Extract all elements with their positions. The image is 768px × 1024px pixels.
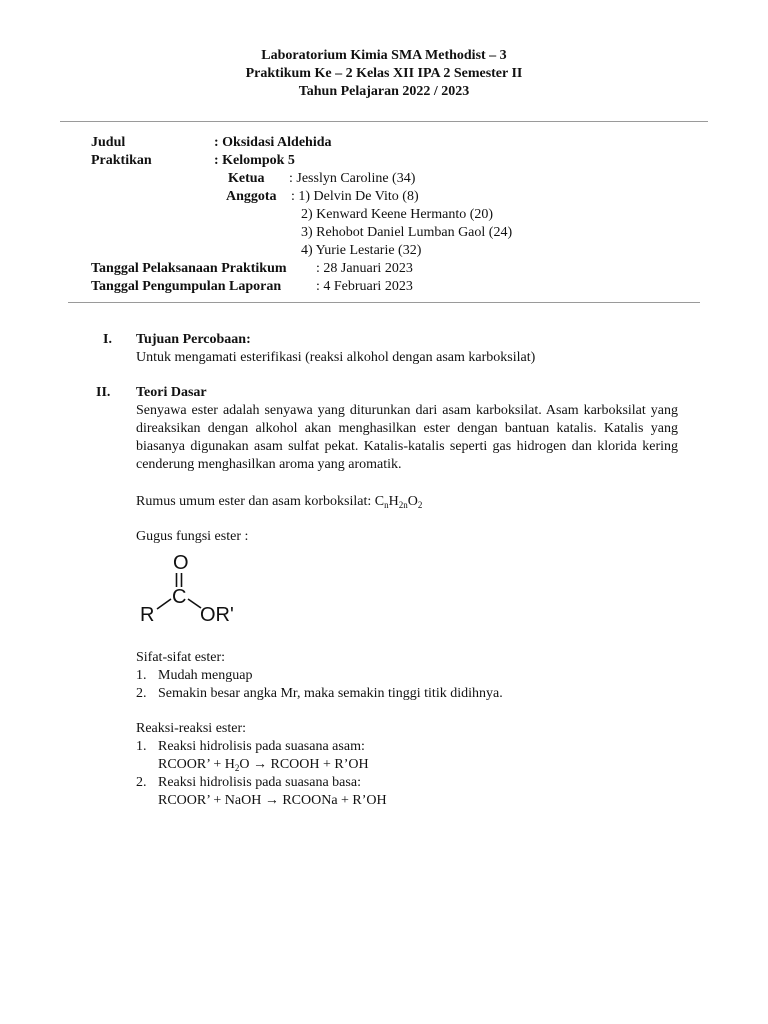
anggota-row-4 bbox=[91, 242, 691, 260]
anggota-row bbox=[91, 188, 691, 206]
gugus-label: Gugus fungsi ester : bbox=[136, 529, 249, 544]
structure-carbon: C bbox=[172, 586, 187, 608]
sifat-section bbox=[136, 649, 696, 703]
list-number: 2. bbox=[136, 775, 147, 790]
formula-label: Rumus umum ester dan asam korboksilat: bbox=[136, 494, 375, 509]
judul-value: : Oksidasi Aldehida bbox=[214, 135, 332, 150]
reaksi-asam-equation bbox=[158, 756, 696, 774]
eq-part: RCOOH + R’OH bbox=[267, 757, 369, 772]
tanggal-pelaksanaan-value: : 28 Januari 2023 bbox=[316, 261, 413, 276]
anggota-member: 4) Yurie Lestarie (32) bbox=[301, 243, 422, 258]
header-year: Tahun Pelajaran 2022 / 2023 bbox=[298, 84, 470, 99]
praktikan-row bbox=[91, 152, 691, 170]
reaksi-title: Reaksi-reaksi ester: bbox=[136, 721, 247, 736]
eq-part: O bbox=[239, 757, 253, 772]
header-praktikum: Praktikum Ke – 2 Kelas XII IPA 2 Semester II bbox=[245, 66, 523, 81]
judul-row bbox=[91, 134, 691, 152]
single-bond-line bbox=[157, 599, 171, 609]
eq-subscript: 2 bbox=[234, 763, 240, 773]
formula-sub-2: 2 bbox=[417, 500, 423, 510]
sifat-title: Sifat-sifat ester: bbox=[136, 650, 226, 665]
report-info bbox=[91, 134, 691, 296]
list-text: Semakin besar angka Mr, maka semakin tinggi titik didihnya. bbox=[158, 686, 503, 701]
section-number: I. bbox=[103, 332, 112, 347]
anggota-row-3 bbox=[91, 224, 691, 242]
tanggal-pelaksanaan-row bbox=[91, 260, 691, 278]
tanggal-pelaksanaan-label: Tanggal Pelaksanaan Praktikum bbox=[91, 261, 287, 276]
judul-label: Judul bbox=[91, 135, 126, 150]
reaksi-basa-title: Reaksi hidrolisis pada suasana basa: bbox=[158, 775, 361, 790]
formula-h: H bbox=[388, 494, 399, 509]
reaksi-section bbox=[136, 720, 696, 810]
anggota-row-2 bbox=[91, 206, 691, 224]
list-item bbox=[136, 738, 696, 774]
ester-structure-diagram bbox=[136, 551, 246, 631]
tujuan-text: Untuk mengamati esterifikasi (reaksi alkohol dengan asam karboksilat) bbox=[136, 350, 536, 365]
list-item bbox=[136, 774, 696, 810]
document-header bbox=[0, 47, 768, 101]
teori-paragraph: Senyawa ester adalah senyawa yang diturunkan dari asam karboksilat. Asam karboksilat yang direaksikan dengan alkohol akan menghasilkan ester dengan bantuan katalis. Katalis yang biasanya digunakan asam sulfat pekat. Katalis-katalis seperti gas hidrogen dan klorida kering cenderung menghasilkan aroma yang aromatik. bbox=[136, 403, 678, 472]
header-lab-name: Laboratorium Kimia SMA Methodist – 3 bbox=[261, 48, 507, 63]
formula-c: C bbox=[374, 494, 385, 509]
formula-o: O bbox=[407, 494, 418, 509]
header-divider bbox=[60, 121, 708, 122]
formula-sub-2n: 2n bbox=[398, 500, 408, 510]
formula-line bbox=[136, 493, 422, 511]
anggota-value: : 1) Delvin De Vito (8) bbox=[291, 189, 419, 204]
anggota-member: 2) Kenward Keene Hermanto (20) bbox=[301, 207, 494, 222]
structure-oxygen: O bbox=[173, 552, 189, 574]
eq-part: RCOOR’ + H bbox=[158, 757, 235, 772]
structure-r: R bbox=[140, 604, 155, 626]
ketua-label: Ketua bbox=[228, 171, 265, 186]
list-number: 1. bbox=[136, 668, 147, 683]
eq-part: RCOONa + R’OH bbox=[278, 793, 387, 808]
list-number: 1. bbox=[136, 739, 147, 754]
list-number: 2. bbox=[136, 686, 147, 701]
tanggal-pengumpulan-value: : 4 Februari 2023 bbox=[316, 279, 413, 294]
anggota-label: Anggota bbox=[226, 189, 277, 204]
structure-or: OR' bbox=[200, 604, 234, 626]
reaksi-basa-equation bbox=[158, 792, 696, 810]
section-number: II. bbox=[96, 385, 111, 400]
list-item bbox=[136, 667, 696, 685]
list-item bbox=[136, 685, 696, 703]
list-text: Mudah menguap bbox=[158, 668, 253, 683]
praktikan-value: : Kelompok 5 bbox=[214, 153, 295, 168]
info-divider bbox=[68, 302, 700, 303]
reaction-arrow-icon: → bbox=[264, 793, 279, 808]
reaksi-asam-title: Reaksi hidrolisis pada suasana asam: bbox=[158, 739, 365, 754]
ketua-row bbox=[91, 170, 691, 188]
reaction-arrow-icon: → bbox=[253, 757, 267, 772]
eq-part: RCOOR’ + NaOH bbox=[158, 793, 265, 808]
tanggal-pengumpulan-row bbox=[91, 278, 691, 296]
formula-sub-n: n bbox=[384, 500, 389, 510]
anggota-member: 3) Rehobot Daniel Lumban Gaol (24) bbox=[301, 225, 513, 240]
section-title: Tujuan Percobaan: bbox=[136, 332, 251, 347]
ketua-value: : Jesslyn Caroline (34) bbox=[289, 171, 416, 186]
praktikan-label: Praktikan bbox=[91, 153, 152, 168]
section-title: Teori Dasar bbox=[136, 385, 207, 400]
tanggal-pengumpulan-label: Tanggal Pengumpulan Laporan bbox=[91, 279, 282, 294]
